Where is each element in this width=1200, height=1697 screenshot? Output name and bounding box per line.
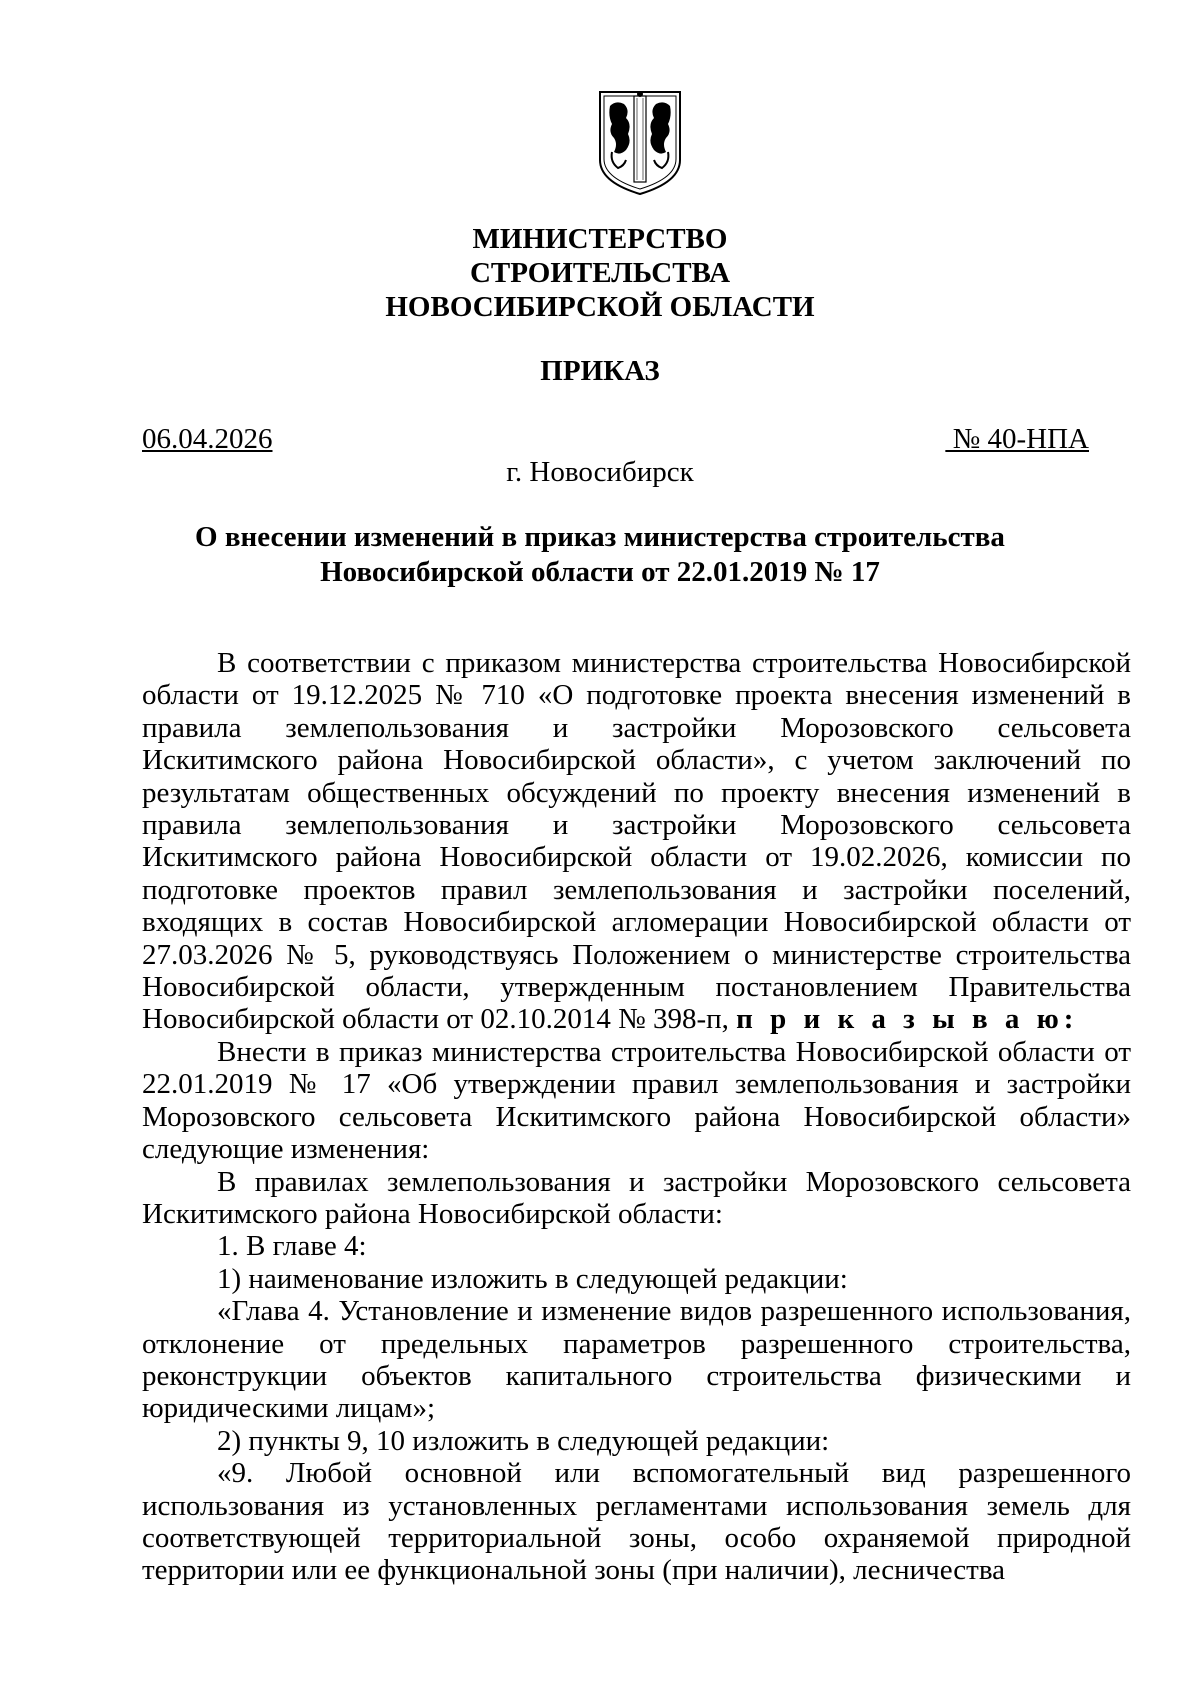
document-date: 06.04.2026 <box>142 423 273 455</box>
paragraph-point-9: «9. Любой основной или вспомогательный вид разрешенного использования из установленных регламентами использования земель для соответствующей территориальной зоны, особо охраняемой природной территории или ее функциональной зоны (при наличии), лесничества <box>142 1457 1131 1587</box>
coat-of-arms-icon <box>596 86 684 198</box>
title-line-2: Новосибирской области от 22.01.2019 № 17 <box>320 556 880 588</box>
ministry-line-1: МИНИСТЕРСТВО <box>472 223 728 255</box>
document-type: ПРИКАЗ <box>540 355 660 387</box>
preamble-text: В соответствии с приказом министерства строительства Новосибирской области от 19.12.2025 № 710 «О подготовке проекта внесения изменений в правила землепользования и застройки Морозовского сельсовета Искитимского района Новосибирской области», с учетом заключений по результатам общественных обсуждений по проекту внесения изменений в правила землепользования и застройки Морозовского сельсовета Искитимского района Новосибирской области от 19.02.2026, комиссии по подготовке проектов правил землепользования и застройки поселений, входящих в состав Новосибирской агломерации Новосибирской области от 27.03.2026 № 5, руководствуясь Положением о министерстве строительства Новосибирской области, утвержденным постановлением Правительства Новосибирской области от 02.10.2014 № 398-п, <box>142 647 1131 1036</box>
document-title <box>0 520 1200 590</box>
paragraph-subitem-2: 2) пункты 9, 10 изложить в следующей редакции: <box>217 1424 830 1457</box>
paragraph-amend: Внести в приказ министерства строительства Новосибирской области от 22.01.2019 № 17 «Об утверждении правил землепользования и застройки Морозовского сельсовета Искитимского района Новосибирской области» следующие изменения: <box>142 1035 1131 1166</box>
paragraph-subitem-1: 1) наименование изложить в следующей редакции: <box>217 1262 848 1295</box>
paragraph-rules: В правилах землепользования и застройки Морозовского сельсовета Искитимского района Новосибирской области: <box>142 1165 1131 1230</box>
ministry-line-2: СТРОИТЕЛЬСТВА <box>469 257 731 289</box>
ministry-line-3: НОВОСИБИРСКОЙ ОБЛАСТИ <box>385 291 815 323</box>
paragraph-item-1: 1. В главе 4: <box>217 1230 367 1263</box>
paragraph-preamble <box>142 647 1131 1036</box>
document-number: № 40-НПА <box>945 423 1089 455</box>
document-body <box>142 647 1131 1587</box>
ministry-name <box>0 222 1200 324</box>
order-verb: п р и к а з ы в а ю: <box>736 1003 1079 1036</box>
paragraph-chapter-4: «Глава 4. Установление и изменение видов разрешенного использования, отклонение от предельных параметров разрешенного строительства, реконструкции объектов капитального строительства физическими и юридическими лицам»; <box>142 1295 1131 1425</box>
document-city: г. Новосибирск <box>506 456 694 488</box>
title-line-1: О внесении изменений в приказ министерства строительства <box>195 521 1005 553</box>
